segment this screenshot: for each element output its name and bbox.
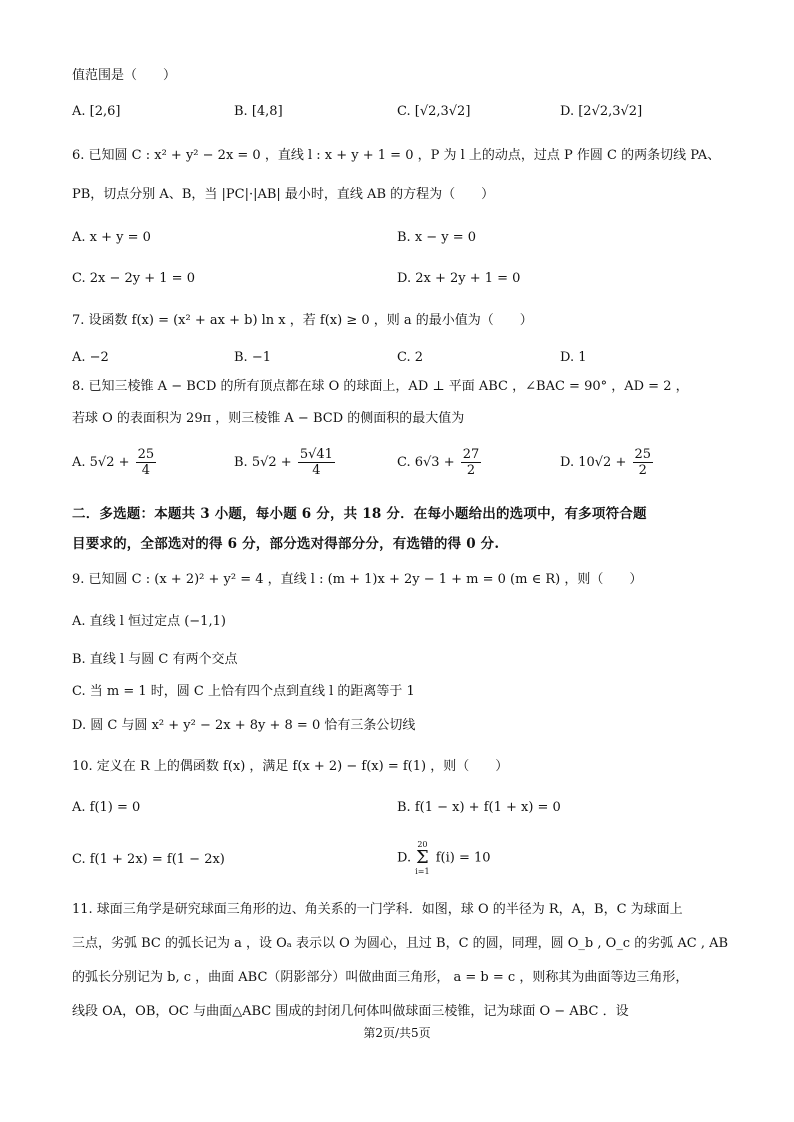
q10-option-a: A. f(1) = 0 <box>72 800 141 815</box>
q5-option-a: A. [2,6] <box>72 104 121 119</box>
q6-option-d: D. 2x + 2y + 1 = 0 <box>397 271 521 286</box>
q11-stem-line3: 的弧长分别记为 b, c ，曲面 ABC（阴影部分）叫做曲面三角形， a = b = c ，则称其为曲面等边三角形， <box>72 970 689 985</box>
q8-option-c-fraction: $\frac{27}{2}$ <box>462 447 480 478</box>
section2-heading-line1: 二．多选题：本题共 3 小题，每小题 6 分，共 18 分．在每小题给出的选项中，有多项符合题 <box>72 506 647 522</box>
q10-option-b: B. f(1 − x) + f(1 + x) = 0 <box>397 800 561 815</box>
q9-option-b: B. 直线 l 与圆 C 有两个交点 <box>72 652 238 667</box>
q10-option-c: C. f(1 + 2x) = f(1 − 2x) <box>72 852 225 867</box>
q6-option-b: B. x − y = 0 <box>397 230 477 245</box>
q6-option-a: A. x + y = 0 <box>72 230 151 245</box>
q11-stem-line1: 11. 球面三角学是研究球面三角形的边、角关系的一门学科．如图，球 O 的半径为 R，A，B，C 为球面上 <box>72 902 683 917</box>
q7-option-b: B. −1 <box>234 350 271 365</box>
q6-stem-line1: 6. 已知圆 C : x² + y² − 2x = 0 ，直线 l : x + y + 1 = 0 ，P 为 l 上的动点，过点 P 作圆 C 的两条切线 PA、 <box>72 148 721 163</box>
q8-option-d: D. 10√2 + $\frac{25}{2}$ <box>560 447 652 478</box>
q10-summation: 20 Σ i=1 <box>415 840 430 876</box>
q8-option-a: A. 5√2 + $\frac{25}{4}$ <box>72 447 155 478</box>
q11-stem-line4: 线段 OA，OB，OC 与曲面△ABC 围成的封闭几何体叫做球面三棱锥，记为球面 O − ABC ．设 <box>72 1004 629 1019</box>
q7-option-c: C. 2 <box>397 350 424 365</box>
q7-stem: 7. 设函数 f(x) = (x² + ax + b) ln x ，若 f(x) ≥ 0 ，则 a 的最小值为（ ） <box>72 313 533 328</box>
q5-option-d: D. [2√2,3√2] <box>560 104 643 119</box>
q8-option-a-fraction: $\frac{25}{4}$ <box>137 447 155 478</box>
q6-option-c: C. 2x − 2y + 1 = 0 <box>72 271 195 286</box>
q10-stem: 10. 定义在 R 上的偶函数 f(x) ，满足 f(x + 2) − f(x) = f(1) ，则（ ） <box>72 759 509 774</box>
q8-stem-line1: 8. 已知三棱锥 A − BCD 的所有顶点都在球 O 的球面上，AD ⊥ 平面 ABC ，∠BAC = 90° ，AD = 2 ， <box>72 379 689 394</box>
q10-option-d: D. 20 Σ i=1 f(i) = 10 <box>397 840 491 876</box>
q6-stem-line2: PB，切点分别 A、B，当 |PC|·|AB| 最小时，直线 AB 的方程为（ ） <box>72 187 495 202</box>
q8-option-c: C. 6√3 + $\frac{27}{2}$ <box>397 447 480 478</box>
section2-heading-line2: 目要求的，全部选对的得 6 分，部分选对得部分分，有选错的得 0 分. <box>72 536 500 552</box>
q9-option-a: A. 直线 l 恒过定点 (−1,1) <box>72 614 226 629</box>
page-number-footer: 第2页/共5页 <box>363 1026 431 1040</box>
q9-option-c: C. 当 m = 1 时，圆 C 上恰有四个点到直线 l 的距离等于 1 <box>72 684 415 699</box>
q8-stem-line2: 若球 O 的表面积为 29π ，则三棱锥 A − BCD 的侧面积的最大值为 <box>72 411 465 426</box>
q11-stem-line2: 三点，劣弧 BC 的弧长记为 a ，设 Oₐ 表示以 O 为圆心，且过 B，C 的圆，同理，圆 O_b , O_c 的劣弧 AC , AB <box>72 936 729 951</box>
q7-option-a: A. −2 <box>72 350 109 365</box>
q5-option-b: B. [4,8] <box>234 104 283 119</box>
q7-option-d: D. 1 <box>560 350 587 365</box>
q8-option-b-fraction: $\frac{5√41}{4}$ <box>299 447 333 478</box>
q9-stem: 9. 已知圆 C : (x + 2)² + y² = 4 ，直线 l : (m + 1)x + 2y − 1 + m = 0 (m ∈ R) ，则（ ） <box>72 572 643 587</box>
q8-option-b: B. 5√2 + $\frac{5√41}{4}$ <box>234 447 333 478</box>
q5-option-c: C. [√2,3√2] <box>397 104 471 119</box>
q8-option-d-fraction: $\frac{25}{2}$ <box>634 447 652 478</box>
q9-option-d: D. 圆 C 与圆 x² + y² − 2x + 8y + 8 = 0 恰有三条公切线 <box>72 718 416 733</box>
q5-stem-tail: 值范围是（ ） <box>72 68 177 83</box>
